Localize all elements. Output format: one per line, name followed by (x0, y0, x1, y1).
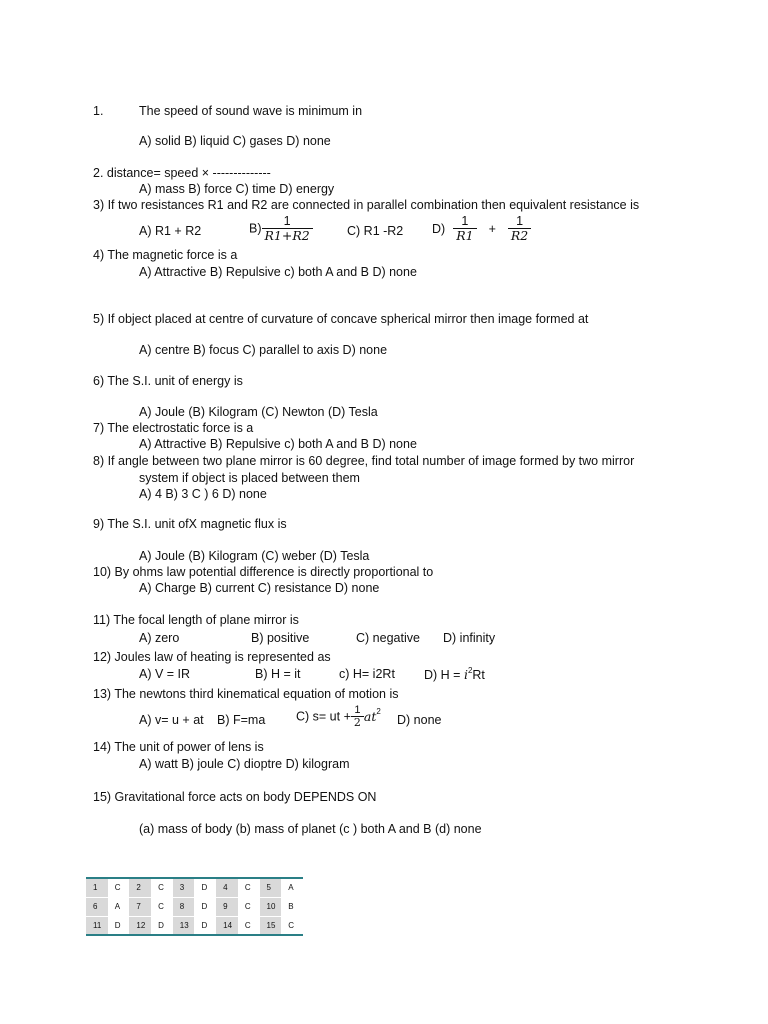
answer-cell: A (114, 902, 121, 911)
question-11-text: 11) The focal length of plane mirror is (93, 613, 299, 627)
question-11-option-a: A) zero (139, 631, 180, 645)
question-13-option-b: B) F=ma (217, 713, 266, 727)
question-3-option-d (432, 214, 531, 243)
question-number-cell: 2 (129, 878, 151, 897)
acceleration-term: at (363, 709, 377, 724)
question-2-text: 2. distance= speed × -------------- (93, 166, 271, 180)
question-12-option-b: B) H = it (255, 667, 301, 681)
question-4-options: A) Attractive B) Repulsive c) both A and B D) none (139, 265, 417, 279)
question-8-options: A) 4 B) 3 C ) 6 D) none (139, 487, 267, 501)
plus-sign: + (488, 221, 496, 236)
question-13-text: 13) The newtons third kinematical equation of motion is (93, 687, 399, 701)
table-row (86, 878, 303, 897)
question-3-option-a: A) R1 + R2 (139, 224, 202, 238)
answer-cell: D (158, 920, 164, 930)
question-number-cell: 1 (86, 878, 108, 897)
fraction-d2 (508, 214, 531, 243)
question-number-cell: 15 (260, 916, 282, 935)
question-12-option-c: c) H= i2Rt (339, 667, 395, 681)
question-10-text: 10) By ohms law potential difference is directly proportional to (93, 565, 434, 579)
question-1-options: A) solid B) liquid C) gases D) none (139, 134, 331, 148)
option-d-prefix: D) H = (424, 668, 464, 682)
question-7-options: A) Attractive B) Repulsive c) both A and B D) none (139, 437, 417, 451)
answer-cell: D (114, 920, 121, 930)
answer-cell: C (244, 920, 251, 930)
question-10-options: A) Charge B) current C) resistance D) none (139, 581, 380, 595)
question-number-cell: 5 (260, 878, 282, 897)
question-14-text: 14) The unit of power of lens is (93, 740, 264, 754)
fraction-d1-denominator: R1 (453, 228, 476, 243)
answer-cell: D (201, 902, 208, 911)
table-row (86, 897, 303, 916)
question-number-cell: 7 (129, 897, 151, 916)
question-8-text-continued: system if object is placed between them (139, 471, 360, 485)
option-b-label: B) (249, 221, 262, 236)
answer-cell: C (158, 902, 164, 911)
question-4-text: 4) The magnetic force is a (93, 248, 238, 262)
question-number-cell: 11 (86, 916, 108, 935)
question-15-options: (a) mass of body (b) mass of planet (c ) both A and B (d) none (139, 822, 482, 836)
question-3-option-b (249, 214, 313, 243)
question-5-text: 5) If object placed at centre of curvature of concave spherical mirror then image formed at (93, 312, 589, 326)
answer-cell: C (244, 902, 251, 911)
table-row (86, 916, 303, 935)
answer-cell: D (201, 883, 208, 893)
current-symbol: i (463, 667, 468, 682)
question-2-options: A) mass B) force C) time D) energy (139, 182, 335, 196)
option-c-prefix: C) s= ut + (296, 709, 351, 724)
answer-cell: C (244, 883, 251, 893)
question-7-text: 7) The electrostatic force is a (93, 421, 254, 435)
option-d-suffix: Rt (472, 668, 485, 682)
question-12-option-d (424, 667, 485, 683)
answer-cell: C (288, 920, 294, 930)
question-1-text: The speed of sound wave is minimum in (139, 104, 363, 118)
answer-cell: A (288, 883, 294, 893)
question-6-options: A) Joule (B) Kilogram (C) Newton (D) Tesla (139, 405, 378, 419)
question-1-number: 1. (93, 104, 104, 118)
fraction-half-denominator: 2 (351, 716, 364, 729)
question-12-option-a: A) V = IR (139, 667, 191, 681)
answer-cell: D (201, 920, 208, 930)
question-number-cell: 9 (216, 897, 238, 916)
question-9-options: A) Joule (B) Kilogram (C) weber (D) Tesla (139, 549, 370, 563)
answer-key-table (86, 877, 303, 936)
question-number-cell: 10 (260, 897, 282, 916)
question-number-cell: 3 (173, 878, 195, 897)
exponent: 2 (376, 706, 381, 716)
question-11-option-b: B) positive (251, 631, 310, 645)
fraction-b (262, 214, 313, 243)
fraction-b-numerator: 1 (283, 214, 291, 228)
question-11-option-c: C) negative (356, 631, 420, 645)
fraction-b-denominator: R1+R2 (262, 228, 313, 243)
question-number-cell: 6 (86, 897, 108, 916)
question-13-option-c (296, 704, 381, 729)
question-12-text: 12) Joules law of heating is represented as (93, 650, 331, 664)
question-number-cell: 8 (173, 897, 195, 916)
fraction-half-numerator: 1 (354, 704, 361, 716)
question-6-text: 6) The S.I. unit of energy is (93, 374, 243, 388)
question-11-option-d: D) infinity (443, 631, 496, 645)
question-3-text: 3) If two resistances R1 and R2 are connected in parallel combination then equivalent resistance is (93, 198, 640, 212)
fraction-d1-numerator: 1 (461, 214, 469, 228)
answer-cell: B (288, 902, 294, 911)
question-number-cell: 14 (216, 916, 238, 935)
option-d-label: D) (432, 221, 446, 236)
question-15-text: 15) Gravitational force acts on body DEPENDS ON (93, 790, 377, 804)
answer-cell: C (114, 883, 121, 893)
question-number-cell: 12 (129, 916, 151, 935)
question-5-options: A) centre B) focus C) parallel to axis D) none (139, 343, 388, 357)
fraction-d2-denominator: R2 (508, 228, 531, 243)
question-9-text: 9) The S.I. unit ofX magnetic flux is (93, 517, 287, 531)
answer-cell: C (158, 883, 164, 893)
exponent: 2 (467, 666, 473, 675)
question-13-option-a: A) v= u + at (139, 713, 204, 727)
fraction-d1 (453, 214, 476, 243)
fraction-half (351, 704, 364, 729)
question-8-text: 8) If angle between two plane mirror is 60 degree, find total number of image formed by two mirror (93, 454, 635, 468)
question-3-option-c: C) R1 -R2 (347, 224, 404, 238)
question-number-cell: 4 (216, 878, 238, 897)
question-number-cell: 13 (173, 916, 195, 935)
question-13-option-d: D) none (397, 713, 442, 727)
fraction-d2-numerator: 1 (516, 214, 524, 228)
question-14-options: A) watt B) joule C) dioptre D) kilogram (139, 757, 350, 771)
